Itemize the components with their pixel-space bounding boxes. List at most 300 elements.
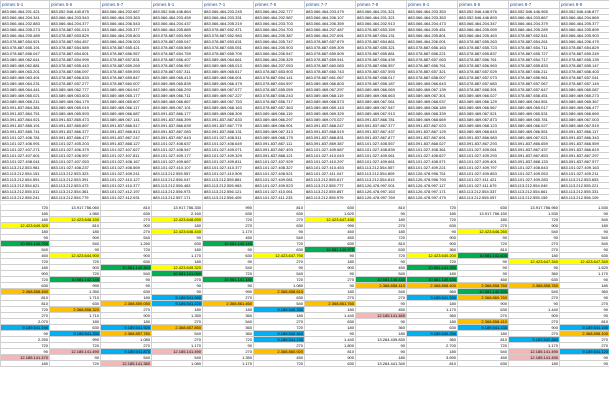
prime-cell[interactable]: 883.126.478.997.163 [356,189,407,195]
value-cell[interactable]: 360 [407,289,458,295]
value-cell[interactable]: 360 [203,331,254,337]
value-cell[interactable]: 900 [101,313,152,319]
prime-cell[interactable]: 883.078.887.654.759 [152,51,203,57]
prime-cell[interactable]: 883.113.212.554.779 [50,195,101,201]
prime-cell[interactable]: 883.078.887.651.013 [50,27,101,33]
value-cell[interactable]: 270 [356,223,407,229]
value-cell[interactable]: 180 [152,223,203,229]
prime-cell[interactable]: 883.078.887.658.017 [356,75,407,81]
value-cell[interactable]: 270 [509,241,560,247]
prime-cell[interactable]: 883.066.464.203.479 [305,9,356,15]
value-cell[interactable]: 630 [254,295,305,301]
prime-cell[interactable]: 883.066.464.206.547 [254,51,305,57]
prime-cell[interactable]: 883.066.464.202.883 [1,21,50,27]
value-cell[interactable]: 810 [101,205,152,211]
prime-cell[interactable]: 883.089.469.064.551 [509,99,560,105]
prime-cell[interactable]: 883.089.469.066.027 [509,123,560,129]
prime-cell[interactable]: 883.078.887.659.941 [305,57,356,63]
value-cell[interactable]: 900 [101,253,152,259]
prime-cell[interactable]: 883.078.887.659.509 [305,51,356,57]
value-cell[interactable]: 990 [50,283,101,289]
prime-cell[interactable]: 883.078.887.658.187 [356,81,407,87]
highlighted-cell[interactable]: 9.189.541.530 [407,295,458,301]
prime-cell[interactable]: 883.066.464.201.321 [356,15,407,21]
value-cell[interactable]: 360 [407,313,458,319]
highlighted-cell[interactable]: 9.189.541.330 [50,331,101,337]
value-cell[interactable]: 540 [560,241,609,247]
prime-cell[interactable]: 883.091.837.866.819 [560,147,609,153]
value-cell[interactable]: 180 [1,229,50,235]
prime-cell[interactable]: 883.066.464.205.899 [560,27,609,33]
prime-cell[interactable]: 883.089.469.065.607 [101,99,152,105]
highlighted-cell[interactable]: 2.368.857.780 [101,331,152,337]
prime-cell[interactable]: 883.101.027.407.811 [101,153,152,159]
prime-cell[interactable]: 883.078.887.655.047 [152,39,203,45]
value-cell[interactable]: 720 [50,343,101,349]
highlighted-cell[interactable]: 9.189.540.290 [407,331,458,337]
prime-cell[interactable]: 883.066.464.206.543 [101,21,152,27]
prime-cell[interactable]: 883.078.887.660.007 [101,81,152,87]
value-cell[interactable]: 540 [152,331,203,337]
prime-cell[interactable]: 883.101.027.409.401 [458,159,509,165]
prime-cell[interactable]: 883.089.469.066.643 [407,81,458,87]
prime-cell[interactable]: 883.091.837.866.639 [152,123,203,129]
prime-cell[interactable]: 883.101.027.409.211 [560,171,609,177]
prime-cell[interactable]: 883.089.469.068.339 [407,111,458,117]
value-cell[interactable]: 720 [254,325,305,331]
prime-cell[interactable]: 883.089.469.066.867 [152,99,203,105]
value-cell[interactable]: 810 [50,223,101,229]
prime-cell[interactable]: 883.089.469.066.663 [356,93,407,99]
prime-cell[interactable]: 883.078.887.654.999 [50,57,101,63]
prime-cell[interactable]: 883.078.887.657.879 [305,39,356,45]
value-cell[interactable]: 720 [50,271,101,277]
value-cell[interactable]: 900 [305,355,356,361]
prime-cell[interactable]: 883.078.887.657.363 [254,105,305,111]
prime-cell[interactable]: 883.089.469.067.101 [152,105,203,111]
value-cell[interactable]: 540 [254,271,305,277]
prime-cell[interactable]: 883.078.887.657.067 [509,81,560,87]
prime-cell[interactable]: 883.126.478.997.171 [407,189,458,195]
prime-cell[interactable]: 883.089.469.065.177 [101,93,152,99]
column-header[interactable]: primes 8-7 [509,1,560,9]
value-cell[interactable]: 90 [152,235,203,241]
value-cell[interactable]: 900 [509,325,560,331]
highlighted-cell[interactable]: 10.581.140.970 [305,247,356,253]
prime-cell[interactable]: 883.089.469.065.593 [50,111,101,117]
highlighted-cell[interactable]: 12.423.640.200 [407,253,458,259]
prime-cell[interactable]: 883.089.469.065.211 [1,99,50,105]
prime-cell[interactable]: 883.089.469.066.687 [101,111,152,117]
prime-cell[interactable]: 883.113.212.554.049 [509,183,560,189]
value-cell[interactable]: 180 [305,307,356,313]
prime-cell[interactable]: 883.101.027.412.931 [101,195,152,201]
prime-cell[interactable]: 883.101.027.410.107 [152,165,203,171]
prime-cell[interactable]: 883.089.469.068.309 [203,111,254,117]
value-cell[interactable]: 990 [50,337,101,343]
prime-cell[interactable]: 883.101.027.409.221 [407,165,458,171]
prime-cell[interactable]: 883.101.027.410.043 [305,153,356,159]
highlighted-cell[interactable]: 2.368.857.850 [152,325,203,331]
value-cell[interactable]: 90 [458,235,509,241]
prime-cell[interactable]: 883.078.887.656.963 [458,63,509,69]
prime-cell[interactable]: 883.066.464.205.889 [152,27,203,33]
value-cell[interactable]: 720 [254,241,305,247]
value-cell[interactable]: 1.080 [254,283,305,289]
prime-cell[interactable]: 883.091.837.866.813 [101,129,152,135]
highlighted-cell[interactable]: 9.189.541.120 [560,349,609,355]
column-header[interactable]: primes 7-1 [203,1,254,9]
value-cell[interactable]: 810 [254,205,305,211]
prime-cell[interactable]: 883.113.212.555.963 [203,183,254,189]
prime-cell[interactable]: 883.089.469.063.603 [50,93,101,99]
value-cell[interactable]: 90 [356,211,407,217]
value-cell[interactable]: 540 [458,349,509,355]
value-cell[interactable]: 720 [458,241,509,247]
prime-cell[interactable]: 883.066.464.205.489 [1,33,50,39]
prime-cell[interactable]: 883.091.837.868.247 [305,123,356,129]
prime-cell[interactable]: 883.091.837.867.247 [101,135,152,141]
prime-cell[interactable]: 883.113.212.554.151 [1,171,50,177]
prime-cell[interactable]: 883.078.887.659.269 [101,63,152,69]
value-cell[interactable]: 630 [254,223,305,229]
highlighted-cell[interactable]: 10.581.139.630 [407,277,458,283]
value-cell[interactable]: 360 [560,289,609,295]
value-cell[interactable]: 270 [560,301,609,307]
prime-cell[interactable]: 883.101.027.410.377 [203,165,254,171]
value-cell[interactable]: 90 [1,349,50,355]
value-cell[interactable]: 540 [101,355,152,361]
prime-cell[interactable]: 883.066.464.202.777 [254,9,305,15]
prime-cell[interactable]: 883.078.887.658.007 [407,75,458,81]
prime-cell[interactable]: 883.091.837.867.377 [356,123,407,129]
prime-cell[interactable]: 883.066.464.203.331 [203,15,254,21]
prime-cell[interactable]: 883.101.027.409.523 [254,183,305,189]
highlighted-cell[interactable]: 9.189.541.920 [101,325,152,331]
value-cell[interactable]: 900 [50,235,101,241]
prime-cell[interactable]: 883.089.469.065.617 [203,69,254,75]
value-cell[interactable]: 180 [407,349,458,355]
prime-cell[interactable]: 883.078.887.654.601 [50,51,101,57]
prime-cell[interactable]: 883.101.027.408.327 [254,165,305,171]
prime-cell[interactable]: 883.089.469.068.037 [407,99,458,105]
highlighted-cell[interactable]: 9.189.541.190 [560,325,609,331]
prime-cell[interactable]: 883.091.837.864.751 [1,111,50,117]
value-cell[interactable]: 630 [203,211,254,217]
prime-cell[interactable]: 883.089.469.066.711 [152,93,203,99]
prime-cell[interactable]: 883.091.837.865.473 [50,117,101,123]
prime-cell[interactable]: 883.091.837.866.177 [152,111,203,117]
value-cell[interactable]: 270 [458,313,509,319]
prime-cell[interactable]: 883.126.478.997.769 [356,195,407,201]
prime-cell[interactable]: 883.066.464.203.543 [50,15,101,21]
value-cell[interactable]: 180 [356,331,407,337]
prime-cell[interactable]: 883.066.464.205.803 [101,33,152,39]
prime-cell[interactable]: 883.113.212.555.777 [305,183,356,189]
value-cell[interactable]: 270 [356,295,407,301]
prime-cell[interactable]: 883.066.464.203.703 [254,21,305,27]
value-cell[interactable]: 630 [203,253,254,259]
value-cell[interactable]: 1.710 [50,313,101,319]
prime-cell[interactable]: 883.089.469.062.777 [50,87,101,93]
prime-cell[interactable]: 883.089.469.067.139 [407,87,458,93]
prime-cell[interactable]: 883.078.887.656.957 [152,63,203,69]
prime-cell[interactable]: 883.078.887.655.443 [50,63,101,69]
value-cell[interactable]: 630 [458,307,509,313]
prime-cell[interactable]: 883.089.469.067.313 [254,129,305,135]
value-cell[interactable]: 900 [101,223,152,229]
value-cell[interactable]: 450 [1,253,50,259]
prime-cell[interactable]: 883.089.469.067.003 [560,117,609,123]
prime-cell[interactable]: 883.052.546.446.877 [560,9,609,15]
prime-cell[interactable]: 883.101.027.409.283 [509,177,560,183]
value-cell[interactable]: 270 [1,313,50,319]
prime-cell[interactable]: 883.089.469.068.189 [407,105,458,111]
value-cell[interactable]: 810 [1,295,50,301]
prime-cell[interactable]: 883.078.887.655.249 [560,51,609,57]
value-cell[interactable]: 90 [305,331,356,337]
prime-cell[interactable]: 883.089.469.065.021 [1,93,50,99]
highlighted-cell[interactable]: 12.185.141.490 [50,349,101,355]
highlighted-cell[interactable]: 9.189.541.130 [254,337,305,343]
prime-cell[interactable]: 883.126.478.997.479 [407,195,458,201]
prime-cell[interactable]: 883.066.464.204.437 [152,21,203,27]
prime-cell[interactable]: 883.078.887.659.593 [101,69,152,75]
prime-cell[interactable]: 883.101.027.410.061 [254,189,305,195]
value-cell[interactable]: 270 [152,337,203,343]
value-cell[interactable]: 1.350 [50,289,101,295]
value-cell[interactable]: 180 [1,217,50,223]
prime-cell[interactable]: 883.089.469.066.001 [203,75,254,81]
prime-cell[interactable]: 883.113.212.554.621 [1,183,50,189]
highlighted-cell[interactable]: 12.185.141.490 [509,355,560,361]
value-cell[interactable]: 720 [203,271,254,277]
prime-cell[interactable]: 883.066.464.205.387 [254,33,305,39]
prime-cell[interactable]: 883.091.837.867.437 [356,129,407,135]
prime-cell[interactable]: 883.078.887.655.139 [560,57,609,63]
prime-cell[interactable]: 883.091.837.865.897 [50,123,101,129]
prime-cell[interactable]: 883.089.469.065.019 [50,105,101,111]
highlighted-cell[interactable]: 10.581.142.140 [203,241,254,247]
prime-cell[interactable]: 883.089.469.067.061 [356,99,407,105]
prime-cell[interactable]: 883.089.469.067.519 [560,123,609,129]
value-cell[interactable]: 90 [254,265,305,271]
value-cell[interactable]: 180 [254,313,305,319]
prime-cell[interactable]: 883.113.212.556.047 [152,177,203,183]
value-cell[interactable]: 270 [254,217,305,223]
value-cell[interactable]: 90 [458,265,509,271]
value-cell[interactable]: 630 [254,211,305,217]
prime-cell[interactable]: 883.113.212.556.121 [203,189,254,195]
highlighted-cell[interactable]: 2.368.858.410 [458,319,509,325]
prime-cell[interactable]: 883.066.464.205.289 [509,27,560,33]
value-cell[interactable]: 270 [152,277,203,283]
value-cell[interactable]: 90 [305,253,356,259]
value-cell[interactable]: 450 [458,277,509,283]
prime-cell[interactable]: 883.066.464.206.359 [305,21,356,27]
value-cell[interactable]: 900 [458,301,509,307]
prime-cell[interactable]: 883.091.837.868.027 [407,141,458,147]
value-cell[interactable]: 540 [152,355,203,361]
prime-cell[interactable]: 883.066.464.206.107 [305,15,356,21]
prime-cell[interactable]: 883.089.469.067.753 [203,99,254,105]
value-cell[interactable]: 990 [203,289,254,295]
column-header[interactable]: primes 5-1 [152,1,203,9]
prime-cell[interactable]: 883.078.887.656.633 [50,75,101,81]
prime-cell[interactable]: 883.101.027.411.047 [305,171,356,177]
prime-cell[interactable]: 883.113.212.555.331 [560,189,609,195]
prime-cell[interactable]: 883.066.464.203.459 [152,15,203,21]
value-cell[interactable]: 720 [356,235,407,241]
prime-cell[interactable]: 883.066.464.207.691 [305,33,356,39]
prime-cell[interactable]: 883.078.887.654.457 [50,39,101,45]
value-cell[interactable]: 540 [560,217,609,223]
prime-cell[interactable]: 883.089.469.065.013 [203,63,254,69]
value-cell[interactable]: 90 [560,277,609,283]
value-cell[interactable]: 450 [203,235,254,241]
value-cell[interactable]: 1.260 [101,241,152,247]
prime-cell[interactable]: 883.091.837.867.111 [254,141,305,147]
value-cell[interactable]: 540 [560,235,609,241]
value-cell[interactable]: 900 [407,241,458,247]
prime-cell[interactable]: 883.113.212.554.361 [50,189,101,195]
prime-cell[interactable]: 883.066.464.205.059 [458,27,509,33]
prime-cell[interactable]: 883.101.027.410.377 [101,183,152,189]
prime-cell[interactable]: 883.091.837.868.133 [509,159,560,165]
prime-cell[interactable]: 883.066.464.201.421 [1,9,50,15]
value-cell[interactable]: 720 [1,205,50,211]
value-cell[interactable]: 90 [509,301,560,307]
highlighted-cell[interactable]: 12.423.646.260 [458,229,509,235]
highlighted-cell[interactable]: 9.189.542.460 [254,331,305,337]
value-cell[interactable]: 180 [509,361,560,367]
value-cell[interactable]: 90 [509,235,560,241]
value-cell[interactable]: 720 [458,343,509,349]
value-cell[interactable]: 270 [509,331,560,337]
prime-cell[interactable]: 883.101.027.408.947 [152,147,203,153]
highlighted-cell[interactable]: 9.189.541.220 [152,301,203,307]
highlighted-cell[interactable]: 12.423.647.340 [509,259,560,265]
prime-cell[interactable]: 883.089.469.068.179 [254,135,305,141]
prime-cell[interactable]: 883.089.469.063.201 [1,69,50,75]
value-cell[interactable]: 810 [560,319,609,325]
value-cell[interactable]: 180 [152,307,203,313]
value-cell[interactable]: 180 [356,217,407,223]
prime-cell[interactable]: 883.089.469.066.297 [254,117,305,123]
prime-cell[interactable]: 883.078.887.653.969 [152,33,203,39]
highlighted-cell[interactable]: 12.423.644.900 [50,253,101,259]
prime-cell[interactable]: 883.089.469.066.669 [560,111,609,117]
prime-cell[interactable]: 883.078.887.656.211 [509,69,560,75]
value-cell[interactable]: 720 [1,259,50,265]
value-cell[interactable]: 1.980 [50,211,101,217]
prime-cell[interactable]: 883.101.027.409.667 [152,159,203,165]
highlighted-cell[interactable]: 2.368.858.610 [254,289,305,295]
prime-cell[interactable]: 883.089.469.069.329 [305,111,356,117]
value-cell[interactable]: 1.620 [560,265,609,271]
value-cell[interactable]: 180 [407,271,458,277]
prime-cell[interactable]: 883.089.469.067.547 [356,105,407,111]
column-header[interactable]: primes 8-5 [458,1,509,9]
prime-cell[interactable]: 883.066.464.205.463 [458,33,509,39]
value-cell[interactable]: 1.440 [509,307,560,313]
prime-cell[interactable]: 883.091.837.867.643 [152,135,203,141]
value-cell[interactable]: 2.070 [1,319,50,325]
value-cell[interactable]: 90 [305,271,356,277]
prime-cell[interactable]: 883.113.212.555.057 [458,195,509,201]
prime-cell[interactable]: 883.066.464.206.001 [407,39,458,45]
prime-cell[interactable]: 883.089.469.066.901 [254,123,305,129]
value-cell[interactable]: 270 [152,319,203,325]
value-cell[interactable]: 720 [407,259,458,265]
value-cell[interactable]: 90 [356,301,407,307]
prime-cell[interactable]: 883.078.887.654.261 [509,39,560,45]
prime-cell[interactable]: 883.089.469.068.643 [458,129,509,135]
value-cell[interactable]: 720 [254,361,305,367]
value-cell[interactable]: 810 [1,301,50,307]
prime-cell[interactable]: 883.066.464.203.245 [203,9,254,15]
column-header[interactable]: primes 5-7 [101,1,152,9]
value-cell[interactable]: 180 [1,265,50,271]
value-cell[interactable]: 990 [305,223,356,229]
prime-cell[interactable]: 883.091.837.865.191 [1,123,50,129]
highlighted-cell[interactable]: 12.185.141.470 [1,355,50,361]
value-cell[interactable]: 270 [101,217,152,223]
prime-cell[interactable]: 883.101.027.407.929 [254,159,305,165]
prime-cell[interactable]: 883.113.212.555.221 [560,183,609,189]
prime-cell[interactable]: 883.101.027.408.643 [509,165,560,171]
prime-cell[interactable]: 883.089.469.065.087 [560,87,609,93]
value-cell[interactable]: 13.917.756.150 [458,211,509,217]
value-cell[interactable]: 900 [509,223,560,229]
value-cell[interactable]: 180 [203,307,254,313]
prime-cell[interactable]: 883.089.469.066.119 [254,111,305,117]
value-cell[interactable]: 720 [101,247,152,253]
value-cell[interactable]: 630 [407,325,458,331]
prime-cell[interactable]: 883.089.469.067.297 [305,87,356,93]
value-cell[interactable]: 180 [407,301,458,307]
prime-cell[interactable]: 883.101.027.411.679 [458,183,509,189]
prime-cell[interactable]: 883.101.027.409.687 [305,147,356,153]
value-cell[interactable]: 270 [101,229,152,235]
highlighted-cell[interactable]: 12.423.646.440 [152,229,203,235]
prime-cell[interactable]: 883.066.464.203.867 [509,15,560,21]
value-cell[interactable]: 630 [50,301,101,307]
prime-cell[interactable]: 883.089.469.065.367 [560,99,609,105]
value-cell[interactable]: 90 [50,355,101,361]
prime-cell[interactable]: 883.113.212.555.979 [305,195,356,201]
value-cell[interactable]: 180 [356,229,407,235]
highlighted-cell[interactable]: 10.581.142.140 [50,277,101,283]
value-cell[interactable]: 270 [305,295,356,301]
prime-cell[interactable]: 883.091.837.867.437 [509,147,560,153]
prime-cell[interactable]: 883.066.464.204.377 [50,21,101,27]
prime-cell[interactable]: 883.078.887.656.717 [254,99,305,105]
highlighted-cell[interactable]: 2.368.861.760 [305,301,356,307]
prime-cell[interactable]: 883.089.469.066.293 [152,87,203,93]
highlighted-cell[interactable]: 9.189.541.430 [458,325,509,331]
prime-cell[interactable]: 883.091.837.868.831 [305,135,356,141]
value-cell[interactable]: 180 [560,283,609,289]
prime-cell[interactable]: 883.113.212.556.409 [203,195,254,201]
value-cell[interactable]: 540 [203,319,254,325]
value-cell[interactable]: 630 [509,277,560,283]
prime-cell[interactable]: 883.113.212.553.323 [50,171,101,177]
prime-cell[interactable]: 883.089.469.067.913 [356,111,407,117]
value-cell[interactable]: 270 [509,295,560,301]
value-cell[interactable]: 540 [254,301,305,307]
value-cell[interactable]: 90 [1,235,50,241]
